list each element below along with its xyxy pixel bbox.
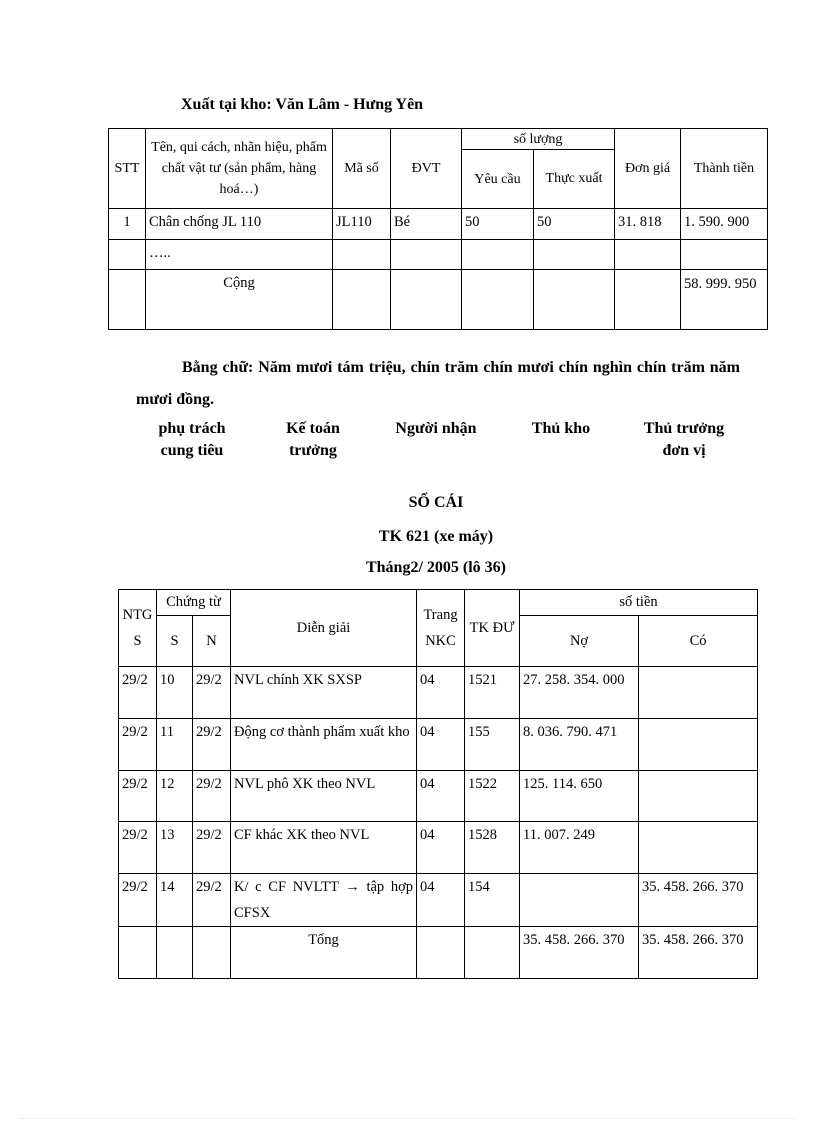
row-item-name: Chân chống JL 110 [146,209,333,240]
table-row [119,771,758,822]
row-credit: 35. 458. 266. 370 [639,874,758,927]
row-date: 29/2 [119,771,157,822]
row-date: 29/2 [119,874,157,927]
row-credit [639,771,758,822]
header-quantity: số lượng [462,129,615,150]
row-stt [109,240,146,270]
row-code [333,240,391,270]
signature-receiver: Người nhận [395,420,477,437]
row-page: 04 [417,667,465,719]
row-description: NVL chính XK SXSP [231,667,417,719]
total-credit: 35. 458. 266. 370 [639,927,758,979]
ledger-account: TK 621 (xe máy) [378,528,494,545]
row-voucher-number: 13 [157,822,193,874]
total-amount: 58. 999. 950 [681,270,768,330]
signature-head-of-unit: Thủ trưởng đơn vị [643,420,725,459]
row-voucher-number: 14 [157,874,193,927]
table-row [119,667,758,719]
row-stt: 1 [109,209,146,240]
row-voucher-date: 29/2 [193,822,231,874]
ledger-table [118,589,758,979]
total-label: Tổng [231,927,417,979]
amount-in-words: Bằng chữ: Năm mươi tám triệu, chín trăm chín mươi chín nghìn chín trăm năm mươi đồng. [136,359,740,408]
row-voucher-number: 12 [157,771,193,822]
row-counter-account: 154 [465,874,520,927]
total-row [119,927,758,979]
row-page: 04 [417,719,465,771]
total-row [109,270,768,330]
total-debit: 35. 458. 266. 370 [520,927,639,979]
table-row [109,209,768,240]
row-date: 29/2 [119,822,157,874]
row-debit: 11. 007. 249 [520,822,639,874]
page-bottom-rule [20,1118,796,1119]
row-voucher-number: 10 [157,667,193,719]
ledger-title: SỔ CÁI [408,494,464,511]
row-counter-account: 1522 [465,771,520,822]
header-stt: STT [109,129,146,209]
row-counter-account: 1521 [465,667,520,719]
row-voucher-date: 29/2 [193,771,231,822]
row-unit-price [615,240,681,270]
header-requested: Yêu cầu [462,150,534,209]
row-amount [681,240,768,270]
header-item-name: Tên, qui cách, nhãn hiệu, phẩm chất vật tư (sản phẩm, hàng hoá…) [146,129,333,209]
row-requested: 50 [462,209,534,240]
table-row [119,719,758,771]
row-description: CF khác XK theo NVL [231,822,417,874]
row-counter-account: 1528 [465,822,520,874]
row-description: NVL phô XK theo NVL [231,771,417,822]
header-amount: Thành tiền [681,129,768,209]
header-ntgs: NTGS [119,590,157,667]
header-unit: ĐVT [391,129,462,209]
row-code: JL110 [333,209,391,240]
row-unit-price: 31. 818 [615,209,681,240]
row-debit: 125. 114. 650 [520,771,639,822]
header-voucher-date: N [193,616,231,667]
row-debit: 27. 258. 354. 000 [520,667,639,719]
header-page: Trang NKC [417,590,465,667]
row-page: 04 [417,874,465,927]
row-debit [520,874,639,927]
ledger-period: Tháng2/ 2005 (lô 36) [365,559,506,576]
header-actual: Thực xuất [534,150,615,209]
row-credit [639,719,758,771]
row-requested [462,240,534,270]
row-voucher-date: 29/2 [193,719,231,771]
row-page: 04 [417,771,465,822]
header-code: Mã số [333,129,391,209]
row-credit [639,822,758,874]
row-counter-account: 155 [465,719,520,771]
signature-chief-accountant: Kế toán trưởng [286,420,340,459]
row-unit [391,240,462,270]
row-actual: 50 [534,209,615,240]
total-label: Cộng [146,270,333,330]
row-date: 29/2 [119,667,157,719]
row-unit: Bé [391,209,462,240]
row-description: K/ c CF NVLTT → tập hợp CFSX [231,874,417,927]
row-voucher-date: 29/2 [193,667,231,719]
row-page: 04 [417,822,465,874]
row-voucher-date: 29/2 [193,874,231,927]
header-voucher: Chứng từ [157,590,231,616]
table-row [109,240,768,270]
row-voucher-number: 11 [157,719,193,771]
header-credit: Có [639,616,758,667]
header-debit: Nợ [520,616,639,667]
header-amount: số tiền [520,590,758,616]
signature-supply: phụ trách cung tiêu [158,420,226,459]
row-amount: 1. 590. 900 [681,209,768,240]
row-actual [534,240,615,270]
row-credit [639,667,758,719]
signature-storekeeper: Thủ kho [531,420,591,437]
warehouse-line: Xuất tại kho: Văn Lâm - Hưng Yên [181,96,424,113]
header-description: Diễn giải [231,590,417,667]
row-item-name: ….. [146,240,333,270]
row-date: 29/2 [119,719,157,771]
header-voucher-number: S [157,616,193,667]
header-counter-account: TK ĐƯ [465,590,520,667]
row-debit: 8. 036. 790. 471 [520,719,639,771]
issue-table [108,128,768,330]
row-description: Động cơ thành phẩm xuất kho [231,719,417,771]
table-row [119,874,758,927]
header-unit-price: Đơn giá [615,129,681,209]
table-row [119,822,758,874]
